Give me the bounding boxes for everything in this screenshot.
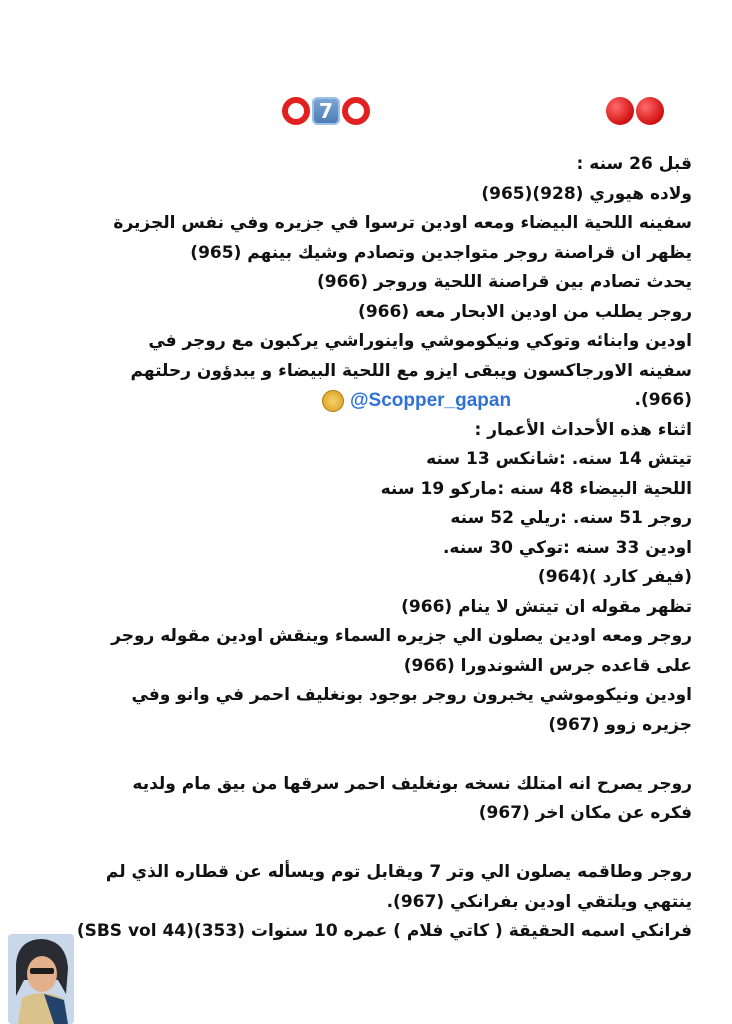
text-line: ولاده هيوري (928)(965) [481, 183, 692, 204]
handle-text: @Scopper_gapan [350, 390, 512, 411]
text-line: (966). [634, 390, 692, 410]
text-line: (فيفر كارد )(964) [537, 567, 692, 587]
red-ring-icon [282, 97, 310, 125]
keycap-digit-icon: 7 [312, 97, 340, 125]
text-line: اودين ونيكوموشي يخبرون روجر بوجود بونغليف احمر في وانو وفي [131, 685, 692, 705]
avatar-illustration [8, 934, 74, 1024]
text-line: روجر وطاقمه يصلون الي وتر 7 ويقابل توم ويسأله عن قطاره الذي لم [105, 862, 692, 882]
watermark-handle[interactable] [322, 386, 511, 416]
text-line: سفينه الاورجاكسون ويبقى ايزو مع اللحية البيضاء و يبدؤون رحلتهم [130, 360, 692, 381]
text-line: يحدث تصادم بين قراصنة اللحية وروجر (966) [316, 272, 692, 292]
text-line: فرانكي اسمه الحقيقة ( كاتي فلام ) عمره 10 سنوات (353)(SBS vol 44) [76, 921, 692, 941]
text-line: روجر يصرح انه امتلك نسخه بونغليف احمر سرقها من بيق مام ولديه [132, 773, 692, 794]
text-line: على قاعده جرس الشوندورا (966) [403, 655, 692, 676]
emoji-red-dots [606, 94, 664, 128]
gold-badge-icon [322, 390, 344, 412]
text-line: روجر ومعه اودين يصلون الي جزيره السماء وينقش اودين مقوله روجر [111, 626, 692, 646]
text-line: روجر يطلب من اودين الابحار معه (966) [358, 301, 692, 322]
text-line: اللحية البيضاء 48 سنه :ماركو 19 سنه [380, 478, 692, 499]
text-line: جزيره زوو (967) [548, 714, 692, 735]
red-ring-icon [342, 97, 370, 125]
text-line: اودين 33 سنه :توكي 30 سنه. [442, 537, 692, 558]
text-line: روجر 51 سنه. :ريلي 52 سنه [450, 508, 692, 528]
text-line: فكره عن مكان اخر (967) [478, 803, 692, 823]
text-line: تيتش 14 سنه. :شانكس 13 سنه [426, 449, 692, 469]
watermark-row [52, 386, 692, 416]
spacer [52, 740, 692, 770]
spacer [52, 829, 692, 859]
red-dot-icon [606, 97, 634, 125]
text-line: ينتهي ويلتقي اودين بفرانكي (967). [386, 891, 692, 912]
user-avatar-icon[interactable] [8, 934, 74, 1024]
text-line: تظهر مقوله ان تيتش لا ينام (966) [401, 596, 692, 617]
red-dot-icon [636, 97, 664, 125]
emoji-ring-7-ring [282, 94, 370, 128]
text-line: اودين وابنائه وتوكي ونيكوموشي واينوراشي يركبون مع روجر في [148, 331, 692, 351]
text-line: يظهر ان قراصنة روجر متواجدين وتصادم وشيك بينهم (965) [190, 242, 692, 263]
text-line: سفينه اللحية البيضاء ومعه اودين ترسوا في جزيره وفي نفس الجزيرة [113, 213, 692, 233]
timeline-text [52, 150, 692, 947]
text-line: قبل 26 سنه : [576, 154, 692, 174]
text-line: اثناء هذه الأحداث الأعمار : [474, 419, 692, 440]
